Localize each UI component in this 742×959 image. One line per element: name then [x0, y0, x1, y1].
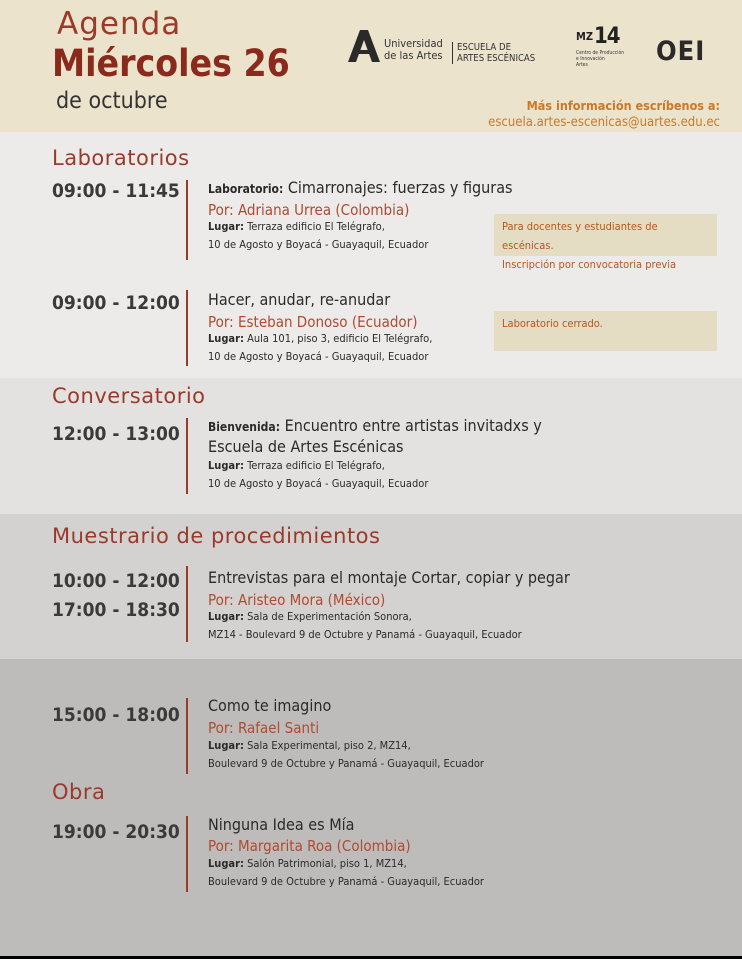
info-label: Más información escríbenos a:: [526, 98, 720, 113]
event-title: Bienvenida: Encuentro entre artistas invitadxs y: [208, 416, 542, 435]
event-time: 17:00 - 18:30: [52, 599, 180, 621]
divider-line: [186, 418, 188, 494]
uartes-logo-icon: [346, 28, 382, 64]
event-speaker: Por: Margarita Roa (Colombia): [208, 837, 411, 855]
divider-line: [186, 180, 188, 260]
uartes-logo-text: Universidad de las Artes: [384, 37, 443, 62]
event-time: 09:00 - 11:45: [52, 180, 180, 202]
event-location: Lugar: Aula 101, piso 3, edificio El Telégrafo, 10 de Agosto y Boyacá - Guayaquil, Ecuador: [208, 332, 433, 363]
divider-line: [186, 698, 188, 774]
event-location: Lugar: Sala de Experimentación Sonora, MZ14 - Boulevard 9 de Octubre y Panamá - Guayaquil, Ecuador: [208, 610, 522, 641]
divider-line: [186, 816, 188, 892]
event-location: Lugar: Sala Experimental, piso 2, MZ14, Boulevard 9 de Octubre y Panamá - Guayaquil, Ecuador: [208, 739, 484, 770]
event-title: Laboratorio: Cimarronajes: fuerzas y figuras: [208, 178, 513, 197]
event-speaker: Por: Esteban Donoso (Ecuador): [208, 313, 418, 331]
event-title: Ninguna Idea es Mía: [208, 815, 355, 834]
divider-line: [186, 566, 188, 642]
event-time: 12:00 - 13:00: [52, 423, 180, 445]
event-time: 15:00 - 18:00: [52, 704, 180, 726]
day-title: Miércoles 26: [52, 42, 290, 85]
event-title: Como te imagino: [208, 696, 332, 715]
event-location: Lugar: Terraza edificio El Telégrafo, 10 de Agosto y Boyacá - Guayaquil, Ecuador: [208, 459, 429, 490]
event-speaker: Por: Aristeo Mora (México): [208, 591, 386, 609]
oei-logo: OEI: [656, 36, 706, 67]
agenda-title: Agenda: [57, 6, 182, 42]
event-title: Hacer, anudar, re-anudar: [208, 290, 391, 309]
event-speaker: Por: Rafael Santi: [208, 719, 320, 737]
divider-line: [186, 290, 188, 366]
event-speaker: Por: Adriana Urrea (Colombia): [208, 201, 410, 219]
event-title: Entrevistas para el montaje Cortar, copiar y pegar: [208, 568, 570, 587]
info-email-link[interactable]: escuela.artes-escenicas@uartes.edu.ec: [488, 115, 720, 130]
date-subtitle: de octubre: [56, 88, 168, 114]
event-location: Lugar: Terraza edificio El Telégrafo, 10 de Agosto y Boyacá - Guayaquil, Ecuador: [208, 220, 429, 251]
event-note: Laboratorio cerrado.: [494, 311, 717, 351]
mz14-logo-number: 14: [594, 24, 620, 49]
mz14-logo-prefix: MZ: [576, 30, 594, 43]
event-time: 19:00 - 20:30: [52, 821, 180, 843]
event-title-cont: Escuela de Artes Escénicas: [208, 437, 404, 456]
escuela-logo-text: ESCUELA DE ARTES ESCÉNICAS: [452, 42, 535, 64]
section-title-conversatorio: Conversatorio: [52, 384, 206, 408]
event-location: Lugar: Salón Patrimonial, piso 1, MZ14, Boulevard 9 de Octubre y Panamá - Guayaquil, Ecuador: [208, 857, 484, 888]
mz14-logo-subtitle: Centro de Producción e Innovación Artes: [576, 50, 625, 68]
section-title-muestrario: Muestrario de procedimientos: [52, 524, 381, 548]
section-title-laboratorios: Laboratorios: [52, 146, 190, 170]
section-title-obra: Obra: [52, 780, 106, 804]
event-time: 10:00 - 12:00: [52, 570, 180, 592]
event-time: 09:00 - 12:00: [52, 292, 180, 314]
event-note: Para docentes y estudiantes de escénicas. Inscripción por convocatoria previa: [494, 214, 717, 256]
